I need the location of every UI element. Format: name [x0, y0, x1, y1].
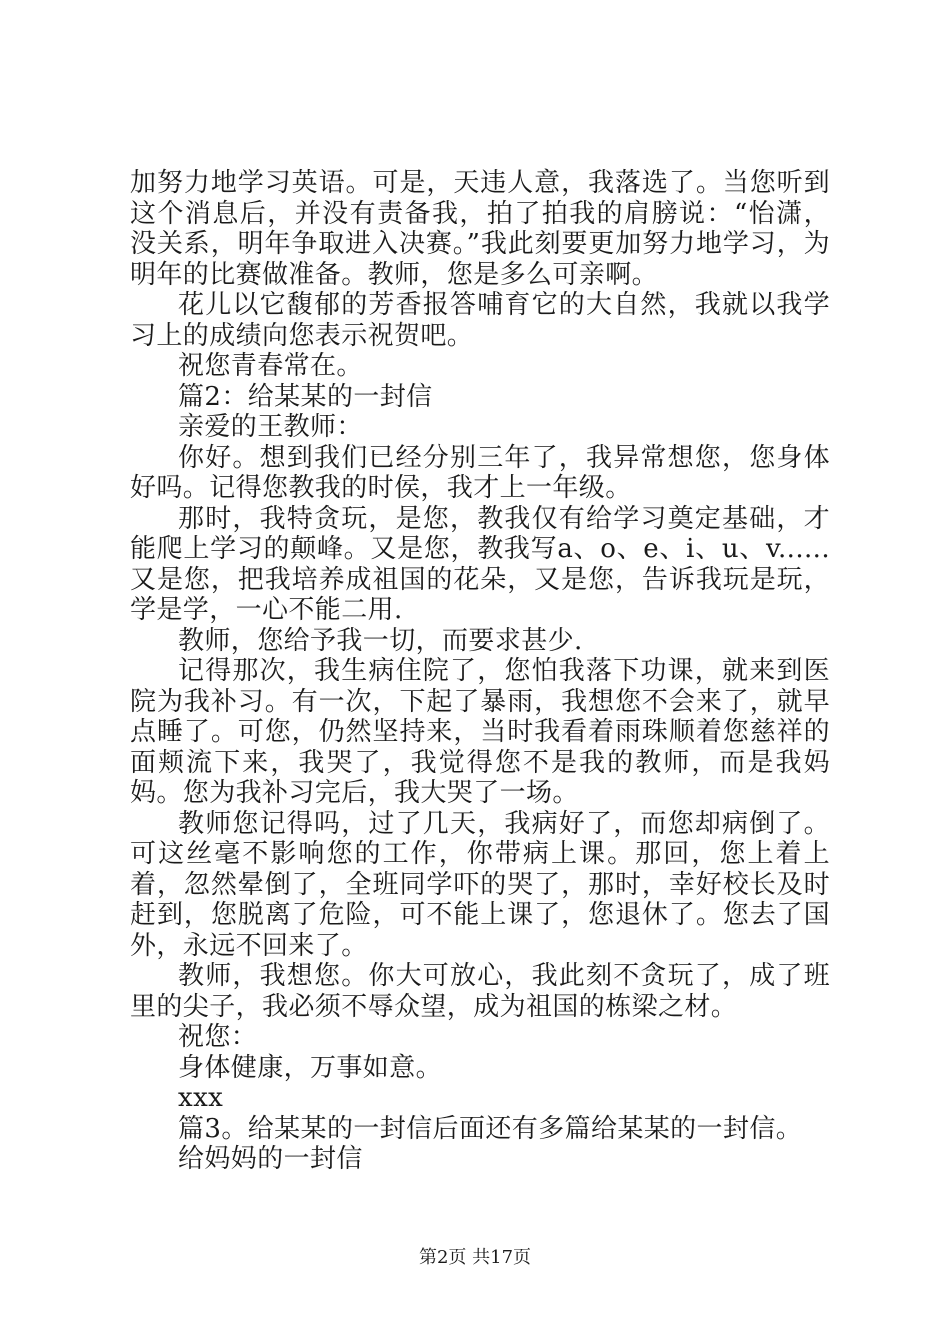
paragraph: 教师，您给予我一切，而要求甚少. [178, 625, 583, 656]
section-heading: 给妈妈的一封信 [178, 1144, 363, 1174]
closing-wish: 身体健康，万事如意。 [178, 1052, 443, 1083]
paragraph: 那时，我特贪玩，是您，教我仅有给学习奠定基础，才能爬上学习的颠峰。又是您，教我写a、o、e、i、u、v......又是您，把我培养成祖国的花朵，又是您，告诉我玩是玩，学是学，一心不能二用. [130, 503, 830, 625]
section-heading: 篇3。给某某的一封信后面还有多篇给某某的一封信。 [178, 1113, 803, 1144]
paragraph: 花儿以它馥郁的芳香报答哺育它的大自然，我就以我学习上的成绩向您表示祝贺吧。 [130, 290, 830, 351]
salutation: 亲爱的王教师： [178, 412, 363, 442]
signature: xxx [178, 1083, 224, 1113]
paragraph: 记得那次，我生病住院了，您怕我落下功课，就来到医院为我补习。有一次，下起了暴雨，我想您不会来了，就早点睡了。可您，仍然坚持来，当时我看着雨珠顺着您慈祥的面颊流下来，我哭了，我觉得您不是我的教师，而是我妈妈。您为我补习完后，我大哭了一场。 [130, 656, 830, 808]
paragraph: 祝您青春常在。 [178, 351, 363, 381]
paragraph: 加努力地学习英语。可是，天违人意，我落选了。当您听到这个消息后，并没有责备我，拍了拍我的肩膀说：“怡潇，没关系，明年争取进入决赛。”我此刻要更加努力地学习，为明年的比赛做准备。教师，您是多么可亲啊。 [130, 168, 830, 290]
section-heading: 篇2：给某某的一封信 [178, 381, 433, 412]
paragraph: 教师您记得吗，过了几天，我病好了，而您却病倒了。可这丝毫不影响您的工作，你带病上课。那回，您上着上着，忽然晕倒了，全班同学吓的哭了，那时，幸好校长及时赶到，您脱离了危险，可不能上课了，您退休了。您去了国外，永远不回来了。 [130, 808, 830, 961]
page-number-footer: 第2页 共17页 [418, 1247, 532, 1268]
paragraph: 教师，我想您。你大可放心，我此刻不贪玩了，成了班里的尖子，我必须不辱众望，成为祖国的栋梁之材。 [130, 961, 830, 1022]
paragraph: 你好。想到我们已经分别三年了，我异常想您，您身体好吗。记得您教我的时侯，我才上一年级。 [130, 442, 830, 503]
closing: 祝您： [178, 1022, 258, 1052]
letter-body [130, 168, 830, 1175]
